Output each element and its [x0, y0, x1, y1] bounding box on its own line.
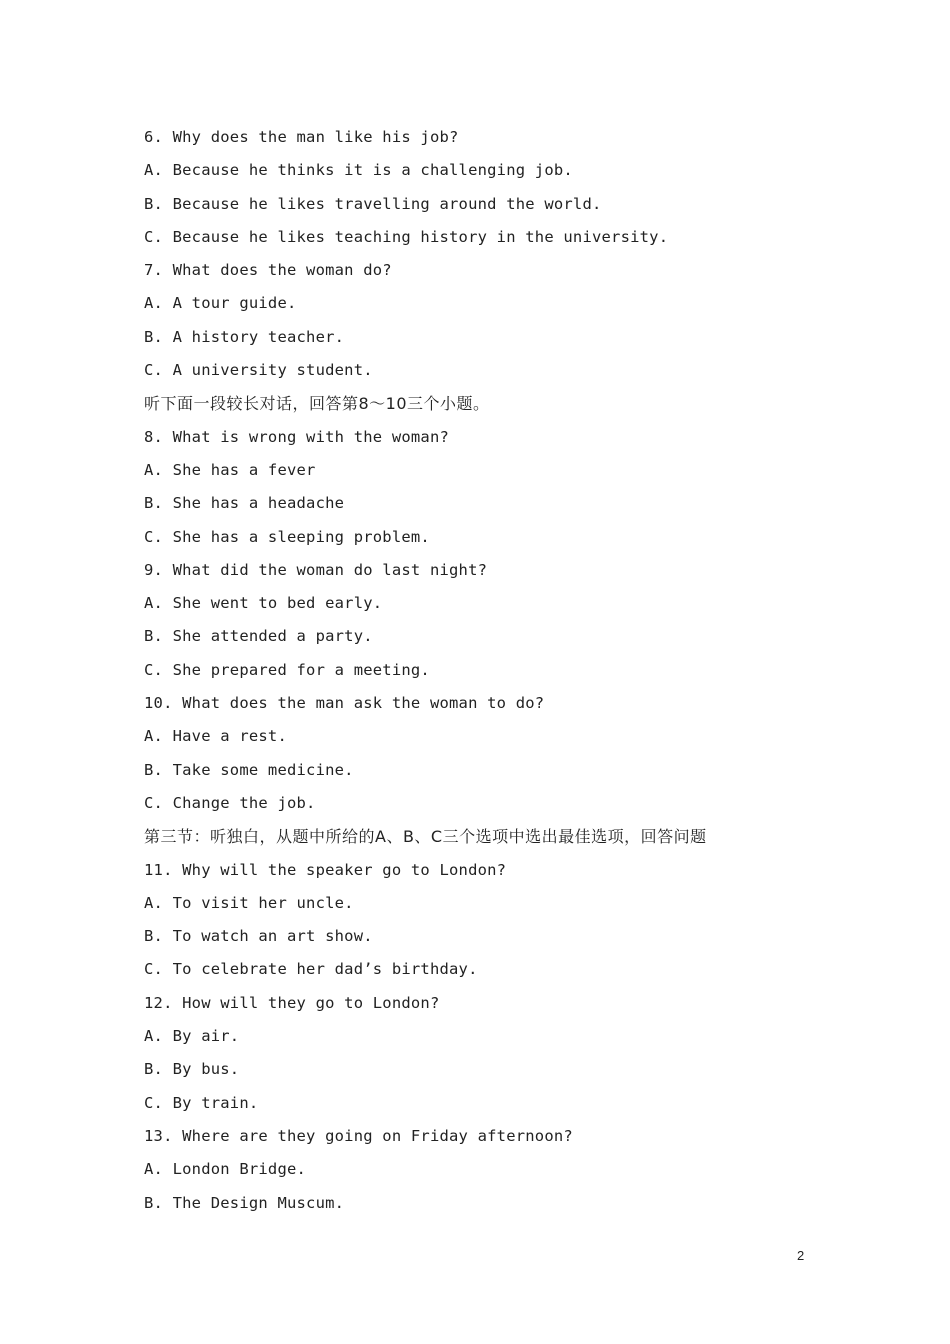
- page-number: 2: [797, 1248, 805, 1263]
- section-instruction-8-10: 听下面一段较长对话，回答第8～10三个小题。: [144, 394, 490, 414]
- question-12: 12. How will they go to London?: [144, 993, 440, 1012]
- question-11-option-b: B. To watch an art show.: [144, 927, 373, 946]
- question-7-option-a: A. A tour guide.: [144, 294, 297, 313]
- question-8: 8. What is wrong with the woman?: [144, 427, 450, 446]
- question-8-option-a: A. She has a fever: [144, 460, 316, 479]
- question-6-option-a: A. Because he thinks it is a challenging job.: [144, 161, 573, 180]
- question-13-option-b: B. The Design Muscum.: [144, 1193, 345, 1212]
- question-8-option-c: C. She has a sleeping problem.: [144, 527, 430, 546]
- question-9: 9. What did the woman do last night?: [144, 560, 488, 579]
- question-7-option-b: B. A history teacher.: [144, 327, 345, 346]
- question-6: 6. Why does the man like his job?: [144, 128, 459, 146]
- question-13: 13. Where are they going on Friday afternoon?: [144, 1126, 573, 1145]
- question-9-option-c: C. She prepared for a meeting.: [144, 660, 430, 679]
- question-10-option-a: A. Have a rest.: [144, 727, 287, 746]
- question-11-option-c: C. To celebrate her dad’s birthday.: [144, 960, 478, 979]
- question-12-option-b: B. By bus.: [144, 1060, 240, 1079]
- question-9-option-b: B. She attended a party.: [144, 627, 373, 646]
- question-list: [144, 121, 844, 1220]
- question-10: 10. What does the man ask the woman to do?: [144, 694, 545, 713]
- question-11-option-a: A. To visit her uncle.: [144, 893, 354, 912]
- question-12-option-c: C. By train.: [144, 1093, 259, 1112]
- question-6-option-c: C. Because he likes teaching history in the university.: [144, 227, 669, 246]
- question-7-option-c: C. A university student.: [144, 361, 373, 380]
- question-7: 7. What does the woman do?: [144, 261, 392, 280]
- section-three-instruction: 第三节：听独白，从题中所给的A、B、C三个选项中选出最佳选项，回答问题: [144, 827, 707, 847]
- question-12-option-a: A. By air.: [144, 1027, 240, 1046]
- question-13-option-a: A. London Bridge.: [144, 1160, 307, 1179]
- question-11: 11. Why will the speaker go to London?: [144, 860, 507, 879]
- question-10-option-b: B. Take some medicine.: [144, 760, 354, 779]
- question-8-option-b: B. She has a headache: [144, 494, 345, 513]
- question-10-option-c: C. Change the job.: [144, 793, 316, 812]
- question-9-option-a: A. She went to bed early.: [144, 594, 383, 613]
- question-6-option-b: B. Because he likes travelling around the world.: [144, 194, 602, 213]
